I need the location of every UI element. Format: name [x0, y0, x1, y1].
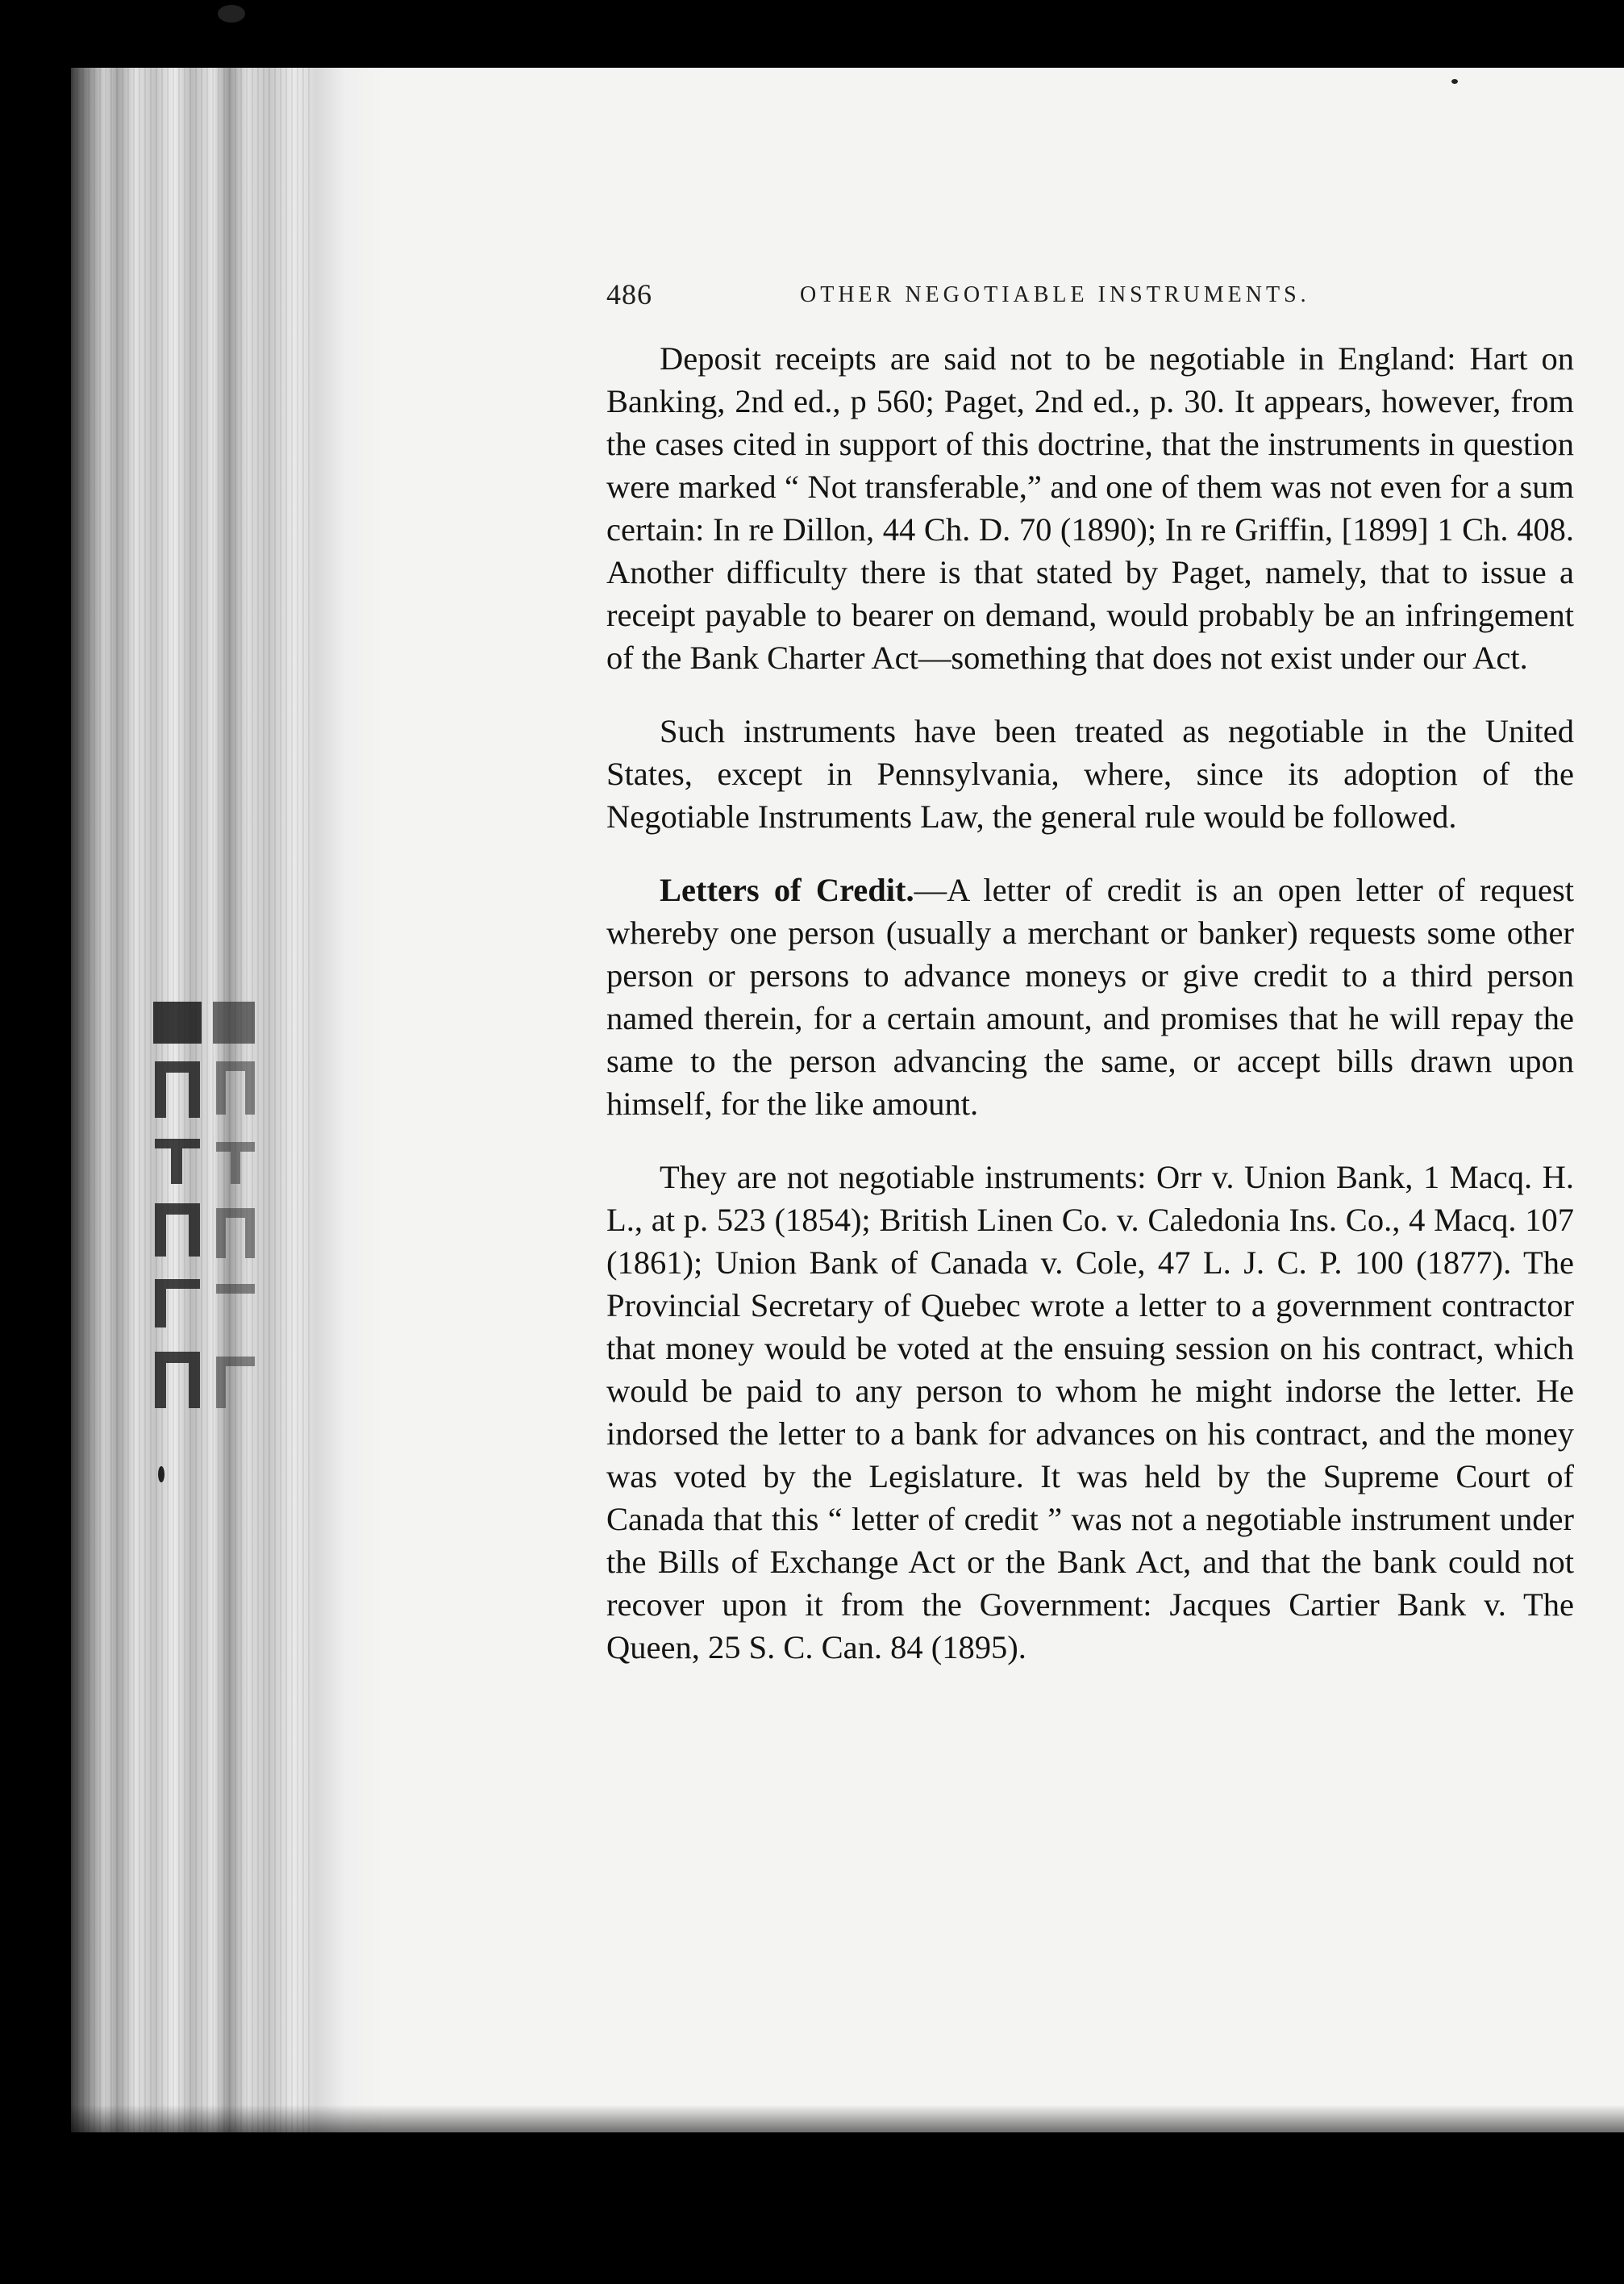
page-bottom-shadow [71, 2105, 1624, 2132]
library-stamp-image [147, 997, 268, 1448]
paragraph-letters-of-credit-body: —A letter of credit is an open letter of request whereby one person (usually a merchant or banker) requests some other person or persons to advance moneys or give credit to a third person named therein, for a certain amount, and promises that he will repay the same to the person advancing the same, or accept bills drawn upon himself, for the like amount. [606, 872, 1574, 1122]
paragraph-united-states: Such instruments have been treated as negotiable in the United States, except in Pennsylvania, where, since its adoption of the Negotiable Instruments Law, the general rule would be followed. [606, 713, 1574, 835]
scan-speck [218, 5, 245, 23]
running-title: OTHER NEGOTIABLE INSTRUMENTS. [800, 282, 1310, 307]
page-number: 486 [606, 278, 652, 311]
paragraph-not-negotiable: They are not negotiable instruments: Orr v. Union Bank, 1 Macq. H. L., at p. 523 (1854); British Linen Co. v. Caledonia Ins. Co., 4 Macq. 107 (1861); Union Bank of Canada v. Cole, 47 L. J. C. P. 100 (1877). The Provincial Secretary of Quebec wrote a letter to a government contractor that money would be voted at the ensuing session on his contract, which would be paid to any person to whom he might indorse the letter. He indorsed the letter to a bank for advances on his contract, and the money was voted by the Legislature. It was held by the Supreme Court of Canada that this “ letter of credit ” was not a negotiable instrument under the Bills of Exchange Act or the Bank Act, and that the bank could not recover upon it from the Government: Jacques Cartier Bank v. The Queen, 25 S. C. Can. 84 (1895). [606, 1159, 1574, 1665]
section-heading-letters-of-credit: Letters of Credit. [660, 872, 914, 908]
page-text [606, 242, 1574, 1669]
scan-speck [158, 1466, 164, 1482]
paragraph-deposit-receipts: Deposit receipts are said not to be negotiable in England: Hart on Banking, 2nd ed., p 560; Paget, 2nd ed., p. 30. It appears, however, from the cases cited in support of this doctrine, that the instruments in question were marked “ Not transferable,” and one of them was not even for a sum certain: In re Dillon, 44 Ch. D. 70 (1890); In re Griffin, [1899] 1 Ch. 408. Another difficulty there is that stated by Paget, namely, that to issue a receipt payable to bearer on demand, would probably be an infringement of the Bank Charter Act—something that does not exist under our Act. [606, 340, 1574, 676]
paragraph-letters-of-credit [606, 869, 1574, 1125]
scan-speck [1451, 79, 1458, 84]
running-head [606, 242, 1574, 311]
